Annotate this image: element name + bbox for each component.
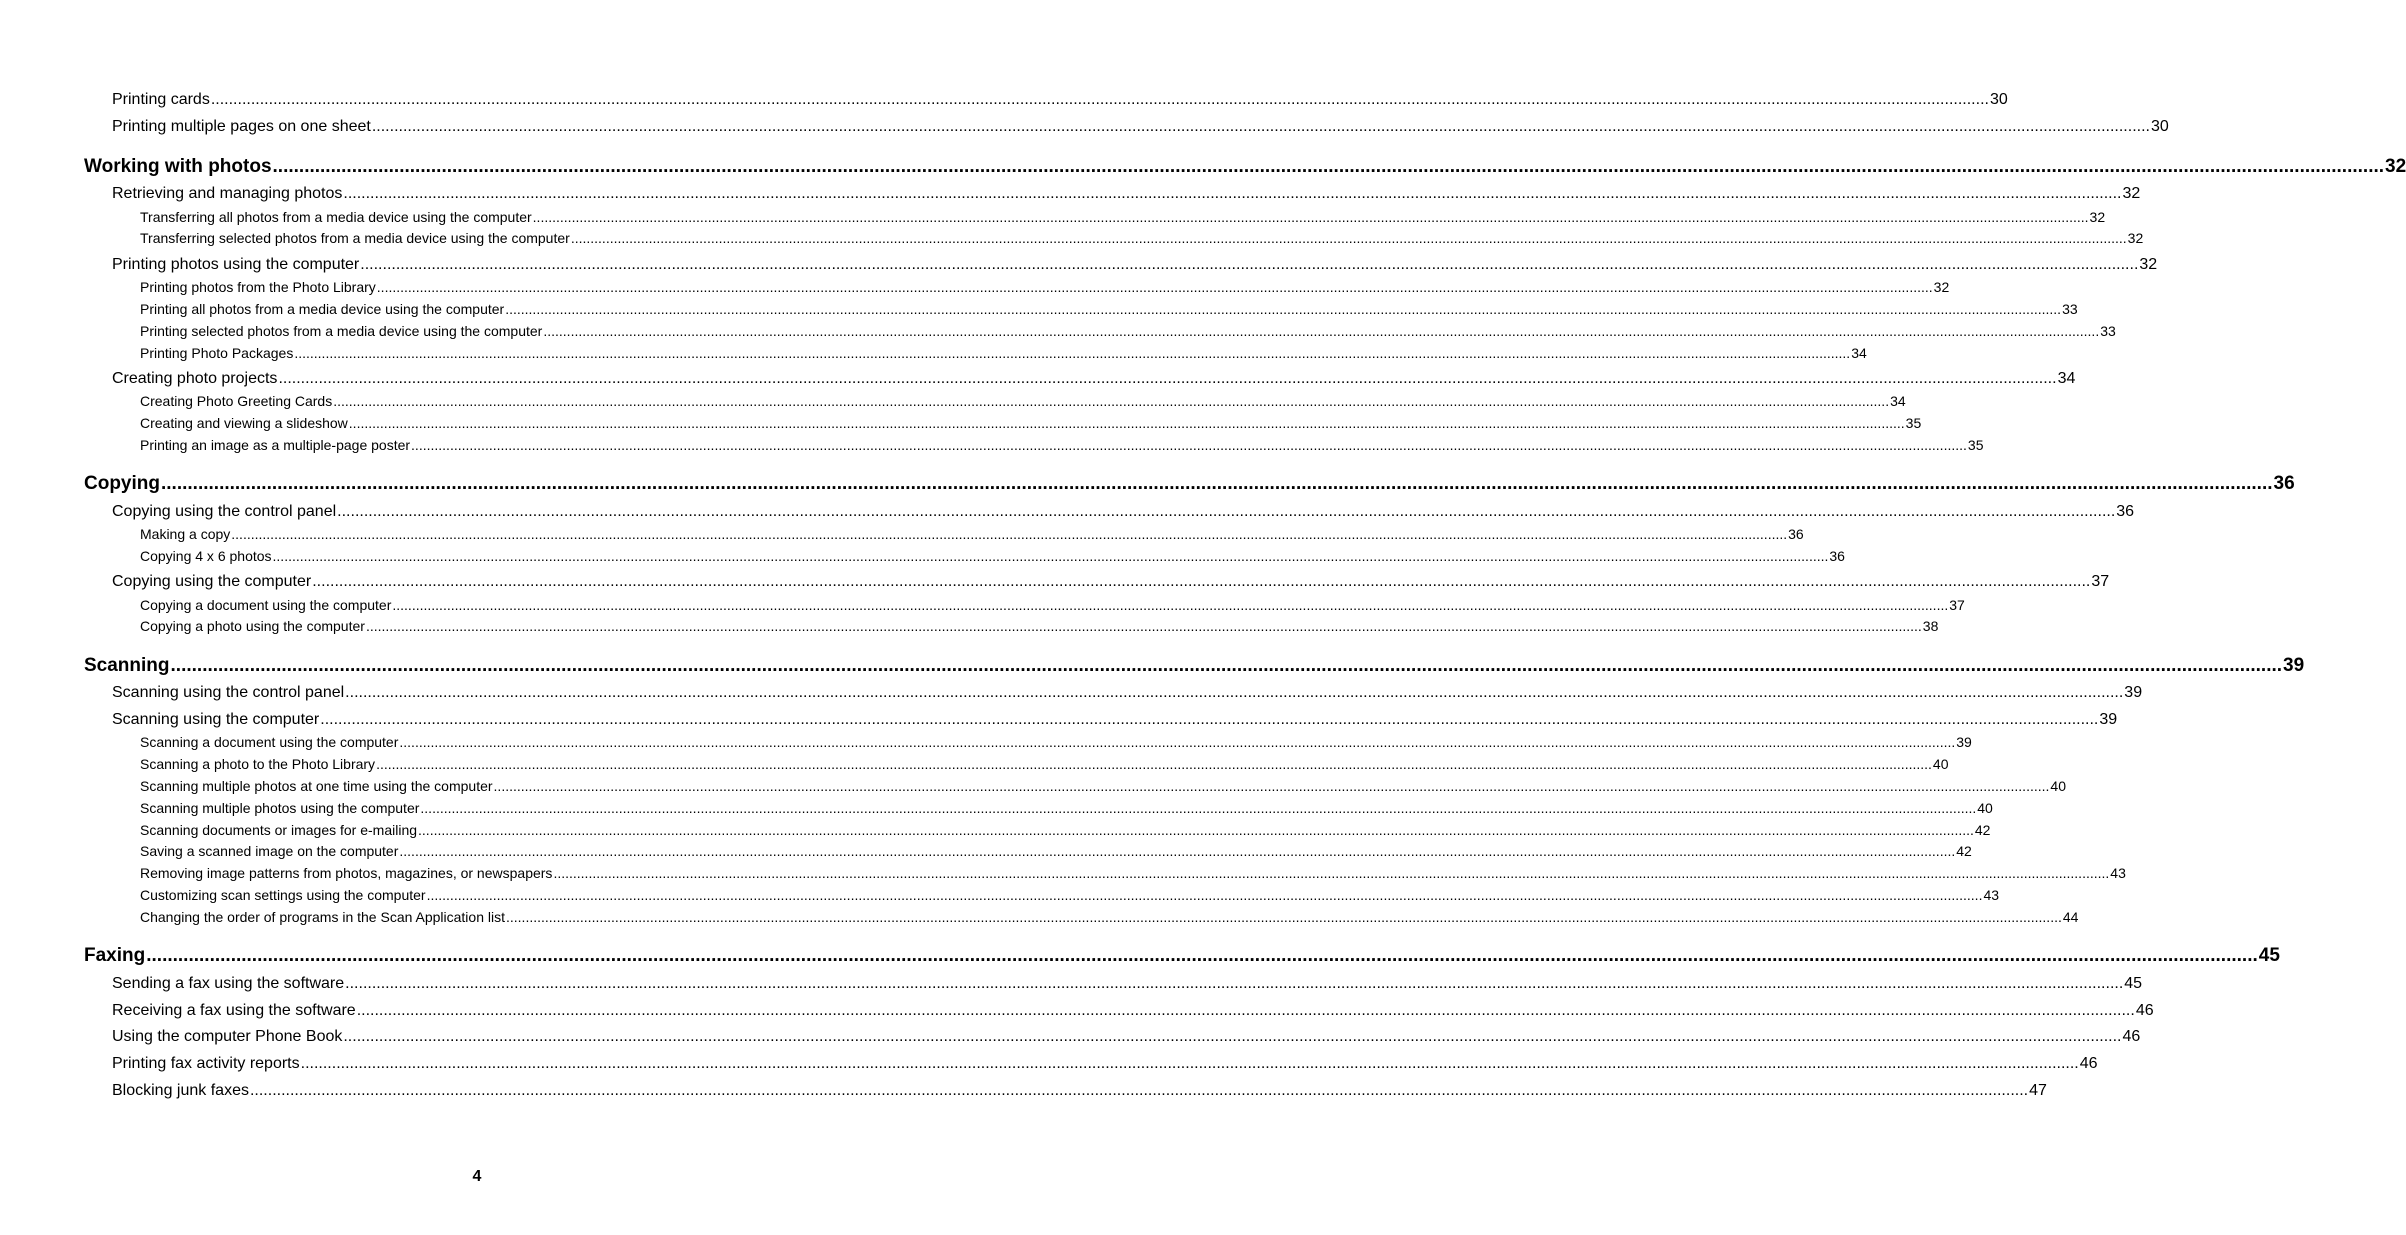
toc-dot-leader: ................................................................................................................................................................................................................................................................................................................................................................................................................	[376, 756, 1932, 772]
toc-section-entry[interactable]	[112, 184, 2141, 204]
toc-entry-page: 37	[2091, 573, 2110, 590]
toc-dot-leader: ................................................................................................................................................................................................................................................................................................................................................................................................................	[392, 597, 1949, 613]
toc-entry-title: Scanning multiple photos at one time using the computer	[140, 778, 493, 794]
toc-section-entry[interactable]	[112, 1054, 2098, 1074]
toc-dot-leader: ................................................................................................................................................................................................................................................................................................................................................................................................................	[356, 1002, 2135, 1019]
toc-entry-page: 34	[1851, 345, 1867, 361]
toc-entry-title: Scanning multiple photos using the computer	[140, 800, 420, 816]
toc-entry-title: Scanning using the computer	[112, 711, 320, 728]
page-number: 4	[472, 1168, 482, 1185]
toc-dot-leader: ................................................................................................................................................................................................................................................................................................................................................................................................................	[371, 118, 2150, 135]
toc-entry-title: Transferring selected photos from a media device using the computer	[140, 230, 570, 246]
toc-dot-leader: ................................................................................................................................................................................................................................................................................................................................................................................................................	[505, 301, 2062, 317]
toc-subsection-entry[interactable]	[140, 300, 2078, 318]
toc-section-entry[interactable]	[112, 974, 2143, 994]
toc-subsection-entry[interactable]	[140, 278, 1950, 296]
toc-entry-title: Receiving a fax using the software	[112, 1002, 356, 1019]
toc-entry-title: Scanning a photo to the Photo Library	[140, 756, 376, 772]
toc-entry-title: Scanning documents or images for e-mailing	[140, 822, 418, 838]
toc-entry-title: Printing photos using the computer	[112, 256, 360, 273]
toc-section-entry[interactable]	[112, 1027, 2141, 1047]
toc-entry-title: Printing all photos from a media device using the computer	[140, 301, 505, 317]
toc-entry-title: Printing Photo Packages	[140, 345, 294, 361]
toc-entry-page: 32	[2089, 209, 2106, 225]
toc-chapter-entry[interactable]	[84, 944, 2280, 968]
toc-entry-title: Printing selected photos from a media device using the computer	[140, 323, 543, 339]
toc-dot-leader: ................................................................................................................................................................................................................................................................................................................................................................................................................	[249, 1082, 2029, 1099]
toc-entry-title: Printing an image as a multiple-page poster	[140, 437, 411, 453]
toc-entry-page: 40	[1932, 756, 1949, 772]
toc-entry-title: Creating Photo Greeting Cards	[140, 393, 333, 409]
toc-entry-title: Faxing	[84, 945, 146, 966]
toc-subsection-entry[interactable]	[140, 842, 1972, 860]
toc-dot-leader: ................................................................................................................................................................................................................................................................................................................................................................................................................	[161, 473, 2273, 494]
toc-dot-leader: ................................................................................................................................................................................................................................................................................................................................................................................................................	[553, 865, 2110, 881]
toc-dot-leader: ................................................................................................................................................................................................................................................................................................................................................................................................................	[146, 945, 2258, 966]
toc-entry-title: Copying a document using the computer	[140, 597, 392, 613]
toc-entry-page: 39	[1956, 734, 1972, 750]
toc-entry-page: 33	[2100, 323, 2116, 339]
toc-entry-page: 39	[2099, 711, 2118, 728]
toc-entry-page: 35	[1905, 415, 1922, 431]
toc-subsection-entry[interactable]	[140, 414, 1922, 432]
toc-entry-page: 32	[2127, 230, 2144, 246]
toc-dot-leader: ................................................................................................................................................................................................................................................................................................................................................................................................................	[337, 503, 2116, 520]
toc-entry-title: Scanning using the control panel	[112, 684, 345, 701]
toc-subsection-entry[interactable]	[140, 886, 2000, 904]
toc-entry-title: Sending a fax using the software	[112, 975, 345, 992]
toc-entry-page: 46	[2135, 1002, 2154, 1019]
toc-entry-title: Making a copy	[140, 526, 231, 542]
toc-dot-leader: ................................................................................................................................................................................................................................................................................................................................................................................................................	[272, 548, 1829, 564]
toc-entry-title: Copying	[84, 473, 160, 494]
toc-subsection-entry[interactable]	[140, 733, 1972, 751]
toc-entry-page: 46	[2079, 1055, 2098, 1072]
toc-entry-page: 36	[2116, 503, 2135, 520]
toc-entry-page: 32	[2139, 256, 2158, 273]
toc-dot-leader: ................................................................................................................................................................................................................................................................................................................................................................................................................	[426, 887, 1983, 903]
toc-entry-title: Saving a scanned image on the computer	[140, 843, 399, 859]
toc-entry-title: Transferring all photos from a media device using the computer	[140, 209, 532, 225]
toc-entry-title: Printing multiple pages on one sheet	[112, 118, 371, 135]
toc-dot-leader: ................................................................................................................................................................................................................................................................................................................................................................................................................	[365, 618, 1922, 634]
toc-section-entry[interactable]	[112, 683, 2143, 703]
toc-subsection-entry[interactable]	[140, 617, 1939, 635]
toc-entry-title: Copying using the computer	[112, 573, 312, 590]
toc-entry-page: 40	[2050, 778, 2066, 794]
toc-dot-leader: ................................................................................................................................................................................................................................................................................................................................................................................................................	[506, 909, 2062, 925]
toc-entry-page: 40	[1977, 800, 1993, 816]
toc-entry-page: 36	[1829, 548, 1845, 564]
toc-dot-leader: ................................................................................................................................................................................................................................................................................................................................................................................................................	[360, 256, 2139, 273]
toc-entry-title: Working with photos	[84, 156, 272, 177]
toc-entry-page: 46	[2122, 1028, 2141, 1045]
toc-chapter-entry[interactable]	[84, 472, 2295, 496]
toc-dot-leader: ................................................................................................................................................................................................................................................................................................................................................................................................................	[300, 1055, 2079, 1072]
toc-dot-leader: ................................................................................................................................................................................................................................................................................................................................................................................................................	[420, 800, 1977, 816]
toc-subsection-entry[interactable]	[140, 821, 1991, 839]
toc-entry-page: 39	[2283, 655, 2305, 676]
toc-entry-title: Creating and viewing a slideshow	[140, 415, 348, 431]
toc-chapter-entry[interactable]	[84, 155, 2406, 179]
toc-entry-title: Using the computer Phone Book	[112, 1028, 343, 1045]
toc-dot-leader: ................................................................................................................................................................................................................................................................................................................................................................................................................	[231, 526, 1788, 542]
toc-section-entry[interactable]	[112, 90, 2008, 110]
toc-subsection-entry[interactable]	[140, 799, 1993, 817]
toc-dot-leader: ................................................................................................................................................................................................................................................................................................................................................................................................................	[210, 91, 1989, 108]
toc-dot-leader: ................................................................................................................................................................................................................................................................................................................................................................................................................	[399, 734, 1956, 750]
toc-entry-title: Copying a photo using the computer	[140, 618, 365, 634]
toc-entry-title: Printing photos from the Photo Library	[140, 279, 376, 295]
toc-entry-title: Customizing scan settings using the computer	[140, 887, 426, 903]
toc-entry-page: 45	[2124, 975, 2143, 992]
toc-dot-leader: ................................................................................................................................................................................................................................................................................................................................................................................................................	[376, 279, 1933, 295]
toc-entry-page: 43	[2110, 865, 2126, 881]
toc-subsection-entry[interactable]	[140, 525, 1804, 543]
toc-entry-title: Printing fax activity reports	[112, 1055, 300, 1072]
toc-dot-leader: ................................................................................................................................................................................................................................................................................................................................................................................................................	[418, 822, 1974, 838]
toc-dot-leader: ................................................................................................................................................................................................................................................................................................................................................................................................................	[348, 415, 1905, 431]
toc-dot-leader: ................................................................................................................................................................................................................................................................................................................................................................................................................	[411, 437, 1967, 453]
toc-entry-page: 42	[1956, 843, 1972, 859]
toc-dot-leader: ................................................................................................................................................................................................................................................................................................................................................................................................................	[294, 345, 1851, 361]
toc-subsection-entry[interactable]	[140, 864, 2126, 882]
toc-entry-page: 36	[2273, 473, 2295, 494]
toc-section-entry[interactable]	[112, 1001, 2154, 1021]
toc-dot-leader: ................................................................................................................................................................................................................................................................................................................................................................................................................	[170, 655, 2283, 676]
toc-subsection-entry[interactable]	[140, 392, 1906, 410]
toc-dot-leader: ................................................................................................................................................................................................................................................................................................................................................................................................................	[320, 711, 2099, 728]
toc-subsection-entry[interactable]	[140, 344, 1867, 362]
toc-entry-title: Creating photo projects	[112, 370, 278, 387]
toc-entry-page: 33	[2062, 301, 2078, 317]
toc-section-entry[interactable]	[112, 572, 2110, 592]
toc-entry-title: Printing cards	[112, 91, 210, 108]
toc-section-entry[interactable]	[112, 1081, 2047, 1101]
toc-entry-page: 43	[1983, 887, 2000, 903]
toc-dot-leader: ................................................................................................................................................................................................................................................................................................................................................................................................................	[399, 843, 1956, 859]
toc-entry-page: 47	[2029, 1082, 2047, 1099]
toc-entry-page: 37	[1949, 597, 1965, 613]
toc-dot-leader: ................................................................................................................................................................................................................................................................................................................................................................................................................	[333, 393, 1890, 409]
toc-entry-title: Scanning a document using the computer	[140, 734, 399, 750]
toc-entry-page: 32	[1933, 279, 1950, 295]
toc-section-entry[interactable]	[112, 710, 2118, 730]
toc-subsection-entry[interactable]	[140, 596, 1965, 614]
toc-section-entry[interactable]	[112, 255, 2158, 275]
toc-dot-leader: ................................................................................................................................................................................................................................................................................................................................................................................................................	[278, 370, 2057, 387]
toc-dot-leader: ................................................................................................................................................................................................................................................................................................................................................................................................................	[532, 209, 2089, 225]
toc-entry-page: 32	[2122, 185, 2141, 202]
toc-section-entry[interactable]	[112, 369, 2076, 389]
toc-entry-page: 30	[2150, 118, 2169, 135]
toc-dot-leader: ................................................................................................................................................................................................................................................................................................................................................................................................................	[343, 1028, 2122, 1045]
toc-entry-page: 34	[2057, 370, 2076, 387]
toc-subsection-entry[interactable]	[140, 208, 2106, 226]
toc-entry-page: 42	[1974, 822, 1991, 838]
toc-subsection-entry[interactable]	[140, 777, 2066, 795]
toc-entry-page: 34	[1890, 393, 1906, 409]
toc-entry-title: Blocking junk faxes	[112, 1082, 249, 1099]
toc-dot-leader: ................................................................................................................................................................................................................................................................................................................................................................................................................	[570, 230, 2127, 246]
toc-entry-page: 35	[1967, 437, 1984, 453]
toc-entry-page: 39	[2124, 684, 2143, 701]
toc-entry-title: Changing the order of programs in the Scan Application list	[140, 909, 505, 925]
toc-entry-page: 45	[2258, 945, 2280, 966]
toc-section-entry[interactable]	[112, 502, 2135, 522]
toc-dot-leader: ................................................................................................................................................................................................................................................................................................................................................................................................................	[343, 185, 2122, 202]
toc-entry-title: Retrieving and managing photos	[112, 185, 343, 202]
toc-entry-title: Copying 4 x 6 photos	[140, 548, 272, 564]
toc-entry-page: 32	[2385, 156, 2406, 177]
toc-entry-title: Removing image patterns from photos, magazines, or newspapers	[140, 865, 553, 881]
toc-subsection-entry[interactable]	[140, 322, 2116, 340]
toc-entry-page: 38	[1922, 618, 1939, 634]
toc-subsection-entry[interactable]	[140, 755, 1949, 773]
toc-section-entry[interactable]	[112, 117, 2169, 137]
toc-dot-leader: ................................................................................................................................................................................................................................................................................................................................................................................................................	[312, 573, 2091, 590]
toc-subsection-entry[interactable]	[140, 229, 2144, 247]
toc-dot-leader: ................................................................................................................................................................................................................................................................................................................................................................................................................	[345, 684, 2124, 701]
toc-dot-leader: ................................................................................................................................................................................................................................................................................................................................................................................................................	[493, 778, 2050, 794]
toc-entry-page: 30	[1989, 91, 2008, 108]
toc-dot-leader: ................................................................................................................................................................................................................................................................................................................................................................................................................	[272, 156, 2385, 177]
toc-entry-title: Scanning	[84, 655, 170, 676]
toc-dot-leader: ................................................................................................................................................................................................................................................................................................................................................................................................................	[543, 323, 2100, 339]
toc-entry-title: Copying using the control panel	[112, 503, 337, 520]
toc-subsection-entry[interactable]	[140, 547, 1845, 565]
toc-subsection-entry[interactable]	[140, 436, 1984, 454]
toc-subsection-entry[interactable]	[140, 908, 2079, 926]
toc-entry-page: 44	[2062, 909, 2079, 925]
toc-dot-leader: ................................................................................................................................................................................................................................................................................................................................................................................................................	[345, 975, 2124, 992]
toc-entry-page: 36	[1788, 526, 1804, 542]
toc-chapter-entry[interactable]	[84, 654, 2305, 678]
